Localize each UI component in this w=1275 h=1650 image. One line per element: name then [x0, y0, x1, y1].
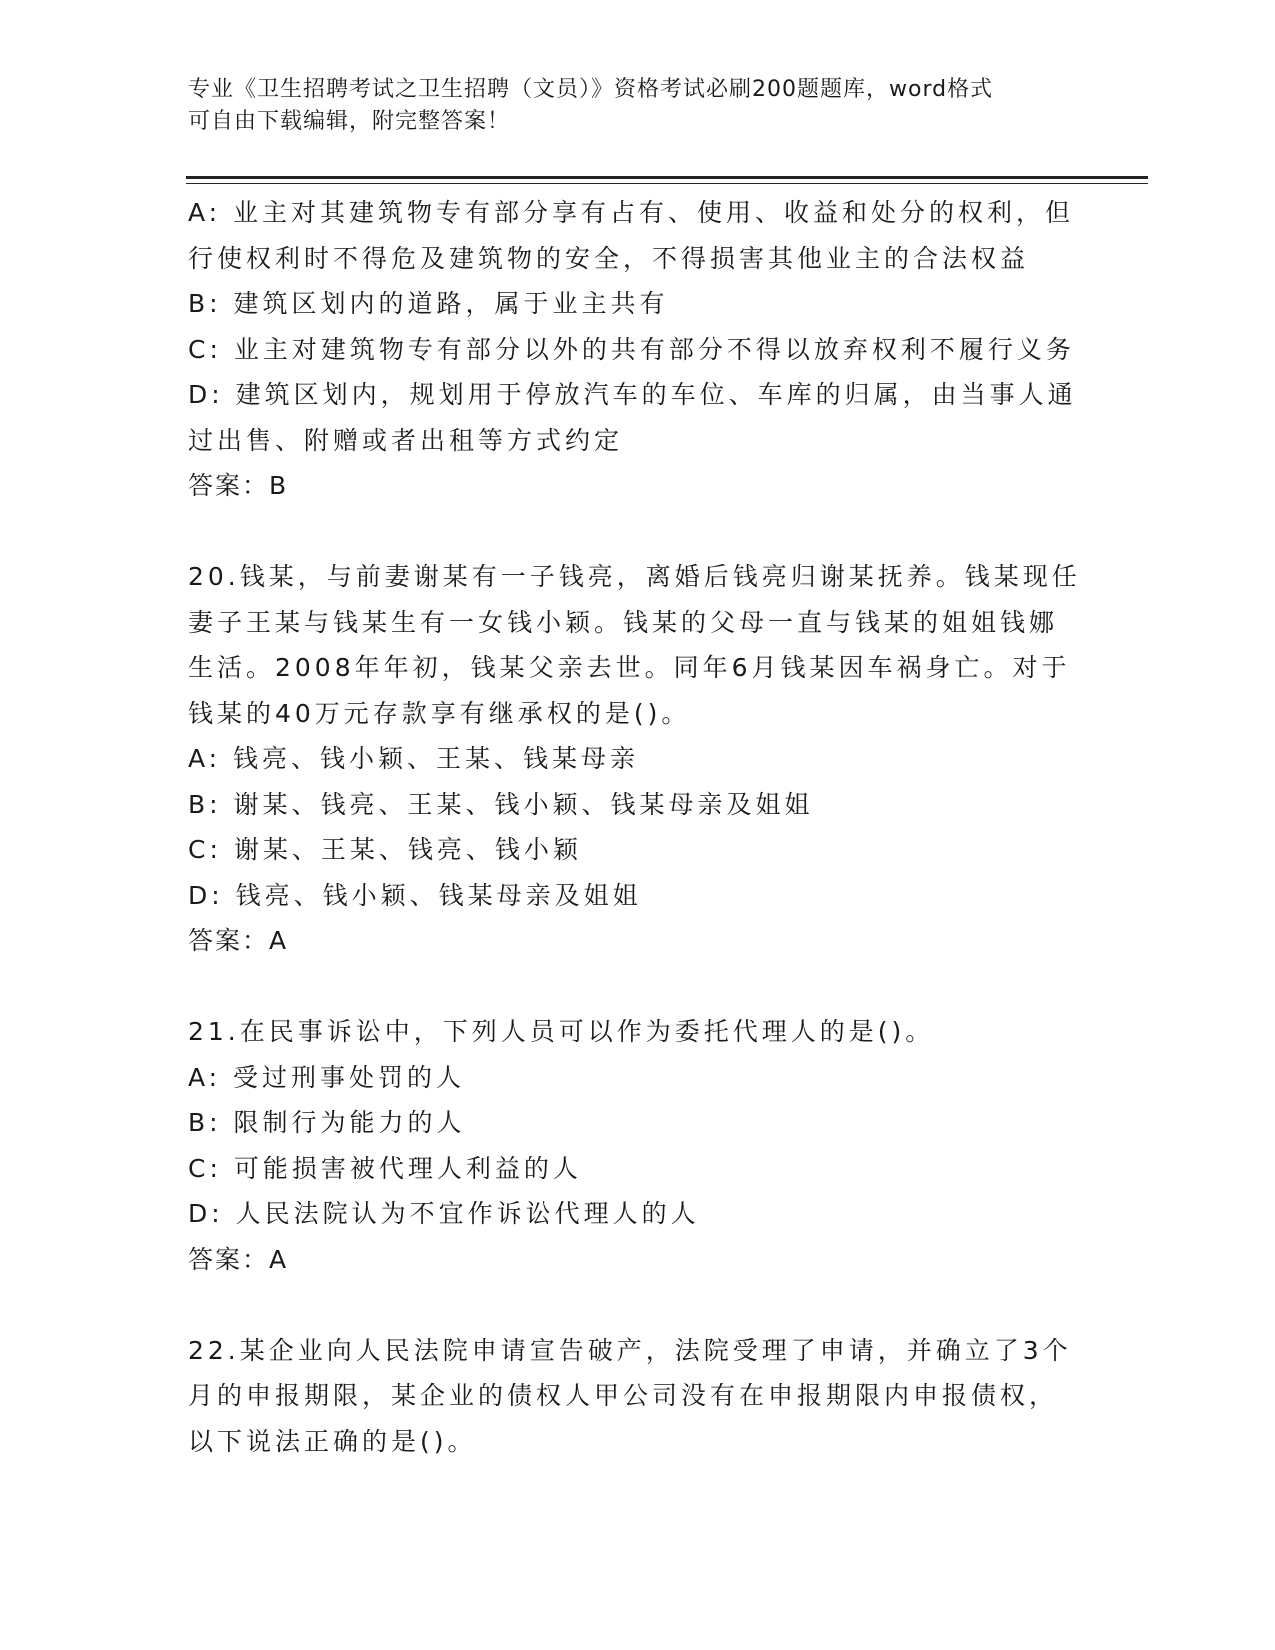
option-a: A: 钱亮、钱小颖、王某、钱某母亲 — [188, 744, 640, 773]
question-19-tail — [188, 190, 1088, 509]
question-stem-line-3: 生活。2008年年初，钱某父亲去世。同年6月钱某因车祸身亡。对于 — [188, 653, 1071, 682]
question-21 — [188, 1009, 1088, 1282]
question-stem-line-3: 以下说法正确的是()。 — [188, 1426, 477, 1456]
answer: 答案：B — [188, 471, 289, 500]
header-rule-thin — [186, 183, 1148, 184]
spacer — [188, 964, 1088, 1010]
question-stem-line-2: 妻子王某与钱某生有一女钱小颖。钱某的父母一直与钱某的姐姐钱娜 — [188, 607, 1059, 637]
option-a-line-1: A: 业主对其建筑物专有部分享有占有、使用、收益和处分的权利，但 — [188, 198, 1075, 227]
question-22 — [188, 1328, 1088, 1465]
option-d-line-2: 过出售、附赠或者出租等方式约定 — [188, 425, 624, 455]
answer: 答案：A — [188, 1244, 289, 1274]
option-c: C: 业主对建筑物专有部分以外的共有部分不得以放弃权利不履行义务 — [188, 334, 1075, 364]
question-stem-line-1: 20.钱某，与前妻谢某有一子钱亮，离婚后钱亮归谢某抚养。钱某现任 — [188, 562, 1081, 591]
option-b: B: 限制行为能力的人 — [188, 1108, 466, 1137]
spacer — [188, 509, 1088, 555]
option-b: B: 谢某、钱亮、王某、钱小颖、钱某母亲及姐姐 — [188, 789, 814, 819]
option-a: A: 受过刑事处罚的人 — [188, 1062, 466, 1092]
header-rule-thick — [186, 176, 1148, 179]
option-a-line-2: 行使权利时不得危及建筑物的安全，不得损害其他业主的合法权益 — [188, 243, 1030, 273]
option-d-line-1: D: 建筑区划内，规划用于停放汽车的车位、车库的归属，由当事人通 — [188, 380, 1077, 409]
question-stem: 21.在民事诉讼中，下列人员可以作为委托代理人的是()。 — [188, 1017, 935, 1046]
option-d: D: 钱亮、钱小颖、钱某母亲及姐姐 — [188, 880, 642, 910]
option-b: B: 建筑区划内的道路，属于业主共有 — [188, 289, 669, 318]
spacer — [188, 1282, 1088, 1328]
question-stem-line-2: 月的申报期限，某企业的债权人甲公司没有在申报期限内申报债权， — [188, 1381, 1059, 1410]
question-20 — [188, 554, 1088, 964]
question-stem-line-4: 钱某的40万元存款享有继承权的是()。 — [188, 698, 691, 728]
question-content — [188, 190, 1088, 1464]
header-line-1: 专业《卫生招聘考试之卫生招聘（文员）》资格考试必刷200题题库，word格式 — [188, 77, 994, 102]
document-header — [188, 74, 1068, 138]
header-line-2: 可自由下载编辑，附完整答案！ — [188, 109, 511, 134]
question-stem-line-1: 22.某企业向人民法院申请宣告破产，法院受理了申请，并确立了3个 — [188, 1335, 1072, 1365]
option-c: C: 可能损害被代理人利益的人 — [188, 1153, 582, 1183]
option-d: D: 人民法院认为不宜作诉讼代理人的人 — [188, 1199, 700, 1228]
option-c: C: 谢某、王某、钱亮、钱小颖 — [188, 835, 582, 864]
answer: 答案：A — [188, 926, 289, 955]
